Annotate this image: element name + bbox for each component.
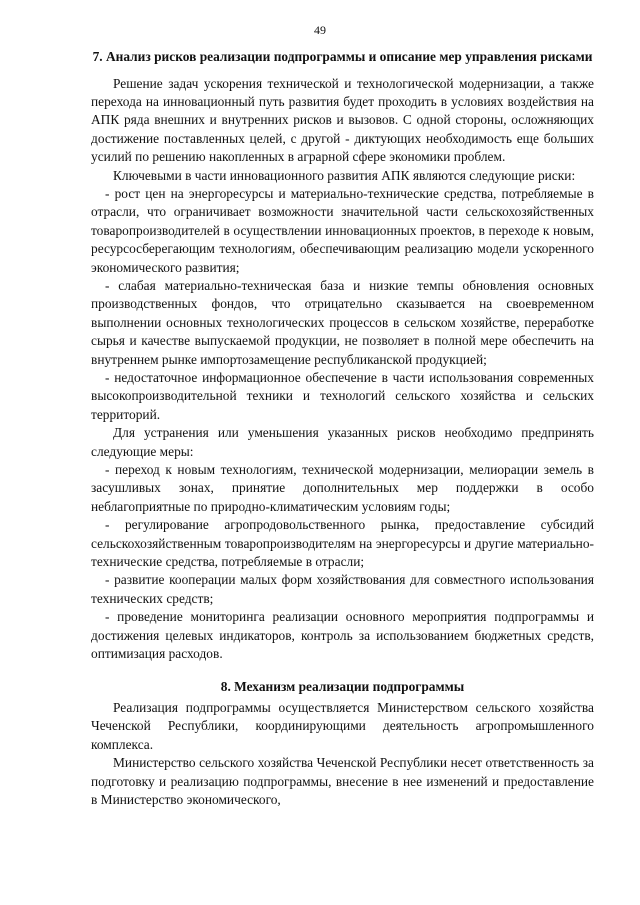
section-8-paragraph-2: Министерство сельского хозяйства Чеченской Республики несет ответственность за подготовку и реализацию подпрограммы, внесение в нее изменений и предоставление в Министерство экономического, bbox=[91, 755, 594, 808]
section-8-heading: 8. Механизм реализации подпрограммы bbox=[220, 678, 465, 694]
section-7-paragraph-2: Ключевыми в части инновационного развития АПК являются следующие риски: bbox=[113, 167, 576, 183]
page-content bbox=[91, 51, 594, 809]
section-8-paragraph-1: Реализация подпрограммы осуществляется Министерством сельского хозяйства Чеченской Республики, координирующими деятельность агропромышленного комплекса. bbox=[91, 700, 594, 752]
page-number: 49 bbox=[314, 23, 326, 37]
measure-item-3: - развитие кооперации малых форм хозяйствования для совместного использования технических средств; bbox=[91, 572, 594, 606]
section-7-heading: 7. Анализ рисков реализации подпрограммы и описание мер управления рисками bbox=[92, 49, 593, 64]
measure-item-4: - проведение мониторинга реализации основного мероприятия подпрограммы и достижения целевых индикаторов, контроль за использованием бюджетных средств, оптимизация расходов. bbox=[91, 609, 594, 662]
risk-item-3: - недостаточное информационное обеспечение в части использования современных высокопроизводительной техники и технологий сельского хозяйства и сельских территорий. bbox=[91, 370, 594, 422]
measures-intro: Для устранения или уменьшения указанных рисков необходимо предпринять следующие меры: bbox=[91, 425, 594, 459]
measure-item-2: - регулирование агропродовольственного рынка, предоставление субсидий сельскохозяйственным товаропроизводителям на энергоресурсы и другие материально-технические средства, потребляемые в отрасли; bbox=[91, 517, 594, 570]
risk-item-2: - слабая материально-техническая база и низкие темпы обновления основных производственных фондов, что отрицательно сказывается на своевременном выполнении основных технологических процессов в сельском хозяйстве, переработке сырья и качестве выпускаемой продукции, не позволяет в полной мере обеспечить на внутреннем рынке импортозамещение республиканской продукцией; bbox=[91, 277, 594, 367]
measure-item-1: - переход к новым технологиям, технической модернизации, мелиорации земель в засушливых зонах, принятие дополнительных мер поддержки в особо неблагоприятные по природно-климатическим условиям годы; bbox=[91, 462, 594, 514]
section-7-paragraph-1: Решение задач ускорения технической и технологической модернизации, а также перехода на инновационный путь развития будет проходить в условиях воздействия на АПК ряда внешних и внутренних рисков и вызовов. С одной стороны, осложняющих достижение поставленных целей, с другой - диктующих необходимость еще больших усилий по решению накопленных в аграрной сфере экономики проблем. bbox=[91, 75, 594, 165]
risk-item-1: - рост цен на энергоресурсы и материально-технические средства, потребляемые в отрасли, что ограничивает возможности значительной части сельскохозяйственных товаропроизводителей в осуществлении инновационных проектов, в переходе к новым, ресурсосберегающим технологиям, обеспечивающим реализацию модели ускоренного экономического развития; bbox=[91, 185, 594, 275]
